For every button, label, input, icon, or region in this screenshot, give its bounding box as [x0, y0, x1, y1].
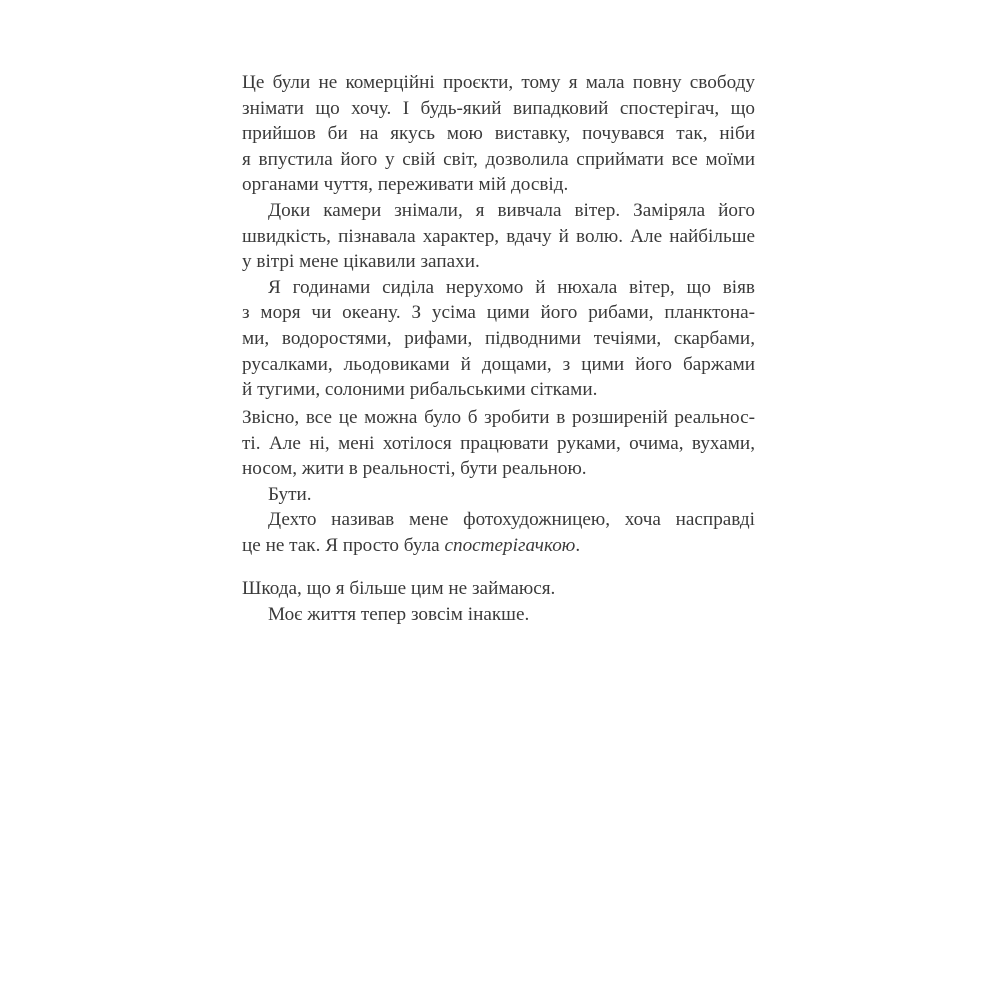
- paragraph-8: [242, 602, 755, 628]
- text-line: носом, жити в реальності, бути реальною.: [242, 458, 587, 480]
- text-line: Доки камери знімали, я вивчала вітер. Заміряла його: [268, 199, 755, 221]
- paragraph-5: [242, 482, 755, 508]
- text-line: ті. Але ні, мені хотілося працювати руками, очима, вухами,: [242, 432, 755, 454]
- paragraph-4: [242, 405, 755, 482]
- text-line: швидкість, пізнавала характер, вдачу й волю. Але найбільше: [242, 225, 755, 247]
- text-line: з моря чи океану. З усіма цими його рибами, планктона-: [242, 302, 755, 324]
- text-line: Моє життя тепер зовсім інакше.: [268, 603, 530, 625]
- paragraph-6: [242, 507, 755, 558]
- text-section-3: [242, 576, 755, 627]
- text-section-2: [242, 405, 755, 559]
- text-run: .: [575, 534, 581, 556]
- text-line: русалками, льодовиками й дощами, з цими його баржами: [242, 353, 755, 375]
- text-line: й тугими, солоними рибальськими сітками.: [242, 379, 598, 401]
- text-line: Це були не комерційні проєкти, тому я мала повну свободу: [242, 72, 755, 93]
- text-line: Бути.: [268, 483, 312, 505]
- text-line: у вітрі мене цікавили запахи.: [242, 251, 480, 273]
- text-line: органами чуття, переживати мій досвід.: [242, 174, 569, 196]
- paragraph-2: [242, 198, 755, 275]
- paragraph-3: [242, 275, 755, 403]
- text-line: Я годинами сиділа нерухомо й нюхала вітер, що віяв: [268, 276, 755, 298]
- text-line: [242, 533, 755, 559]
- paragraph-1: [242, 70, 755, 198]
- text-line: знімати що хочу. І будь-який випадковий спостерігач, що: [242, 97, 755, 119]
- italic-emphasis: спостерігачкою: [444, 534, 576, 556]
- text-line: я впустила його у свій світ, дозволила сприймати все моїми: [242, 148, 755, 170]
- text-line: Звісно, все це можна було б зробити в розширеній реальнос-: [242, 407, 755, 428]
- text-line: Дехто називав мене фотохудожницею, хоча насправді: [268, 509, 755, 531]
- text-line: Шкода, що я більше цим не займаюся.: [242, 578, 556, 599]
- text-run: це не так. Я просто була: [242, 534, 445, 556]
- text-line: ми, водоростями, рифами, підводними течіями, скарбами,: [242, 327, 755, 349]
- text-line: прийшов би на якусь мою виставку, почувався так, ніби: [242, 123, 755, 145]
- text-section-1: [242, 70, 755, 403]
- paragraph-7: [242, 576, 755, 602]
